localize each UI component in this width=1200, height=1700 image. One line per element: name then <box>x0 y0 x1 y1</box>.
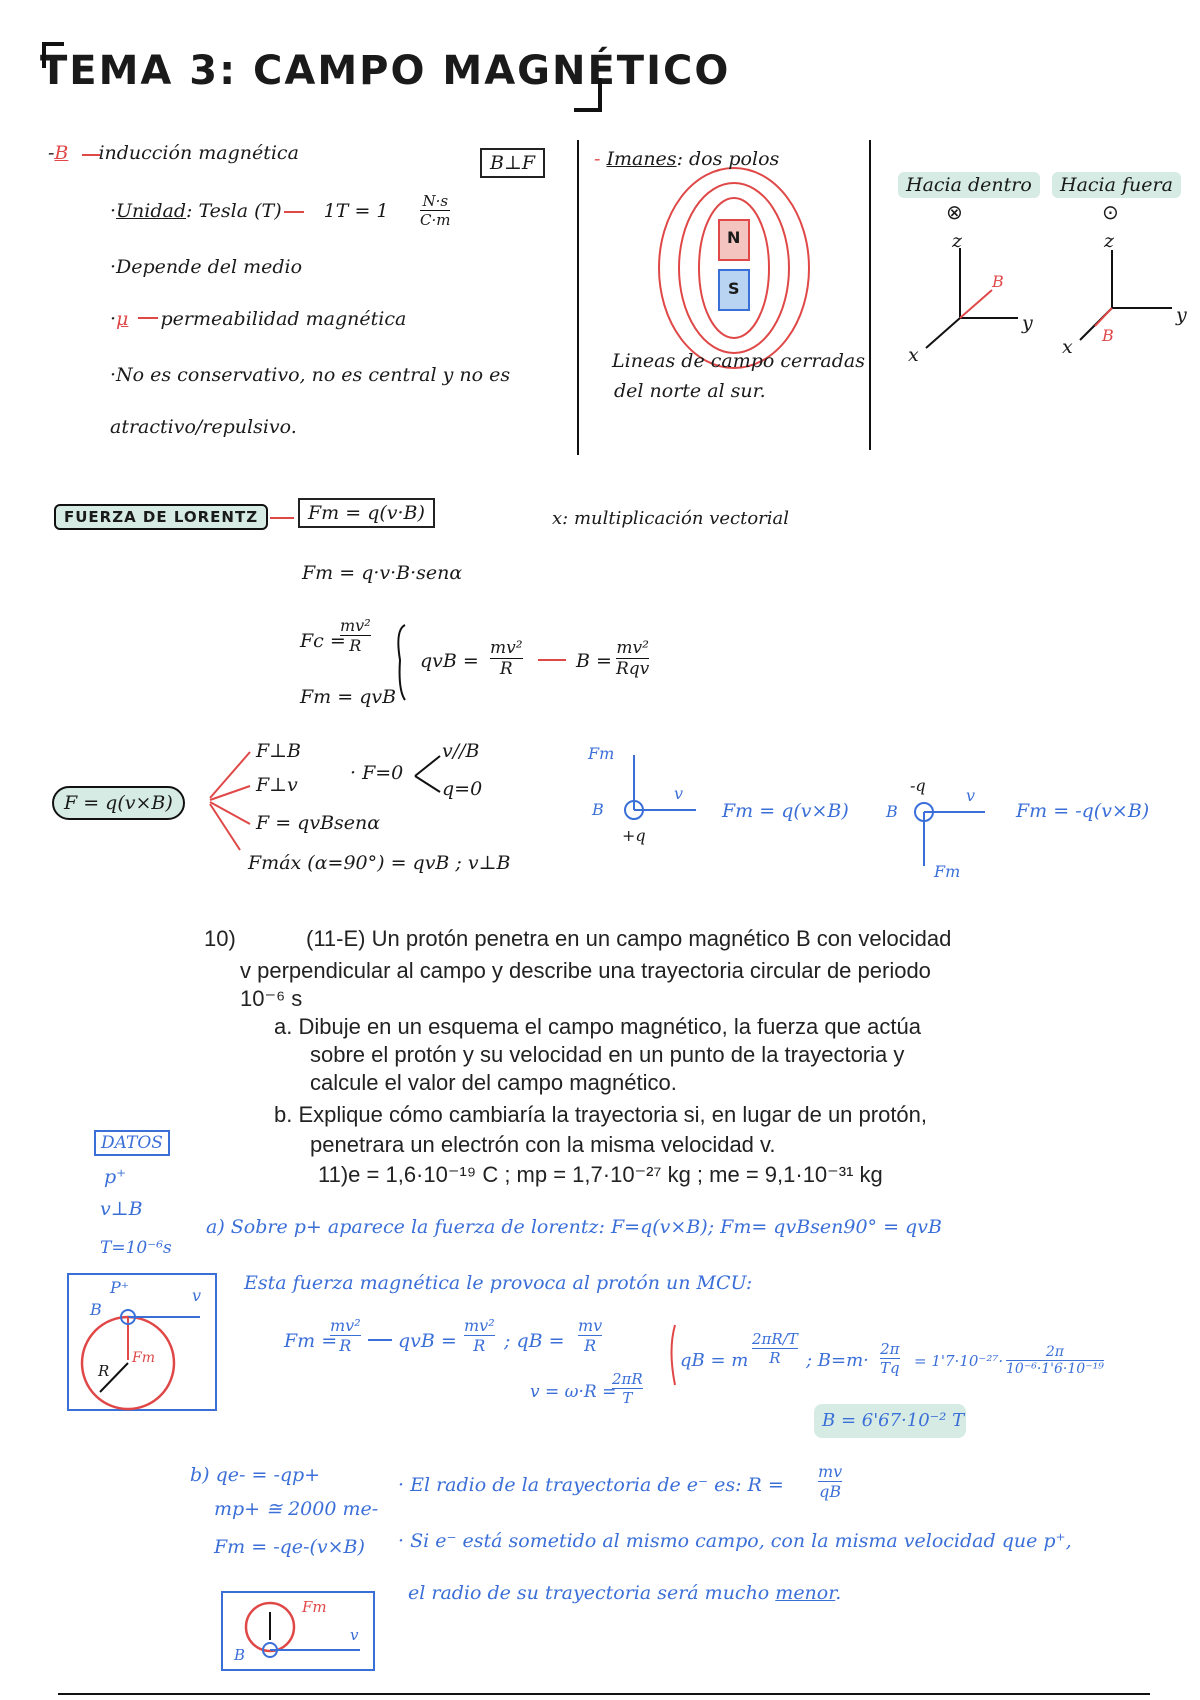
lorentz-formula-box: Fm = q(v·B) <box>298 498 435 528</box>
vector-multiplication-note: x: multiplicación vectorial <box>552 508 790 529</box>
not-conservative-line: ·No es conservativo, no es central y no es <box>110 364 511 386</box>
axes-outward <box>1080 250 1172 340</box>
solution-b-mass: mp+ ≅ 2000 me- <box>214 1498 379 1520</box>
b-definition: -B inducción magnética <box>48 142 299 164</box>
b-label-orbit: B <box>90 1300 102 1319</box>
problem-b-2: penetrara un electrón con la misma velocidad v. <box>310 1132 776 1157</box>
eq-qb: ; qB = <box>504 1330 565 1352</box>
f-perp-b: F⊥B <box>256 740 302 762</box>
axis-y-inward: y <box>1022 312 1033 334</box>
magnets-heading: - Imanes: dos polos <box>594 148 780 170</box>
proton-label: P⁺ <box>110 1278 130 1297</box>
b-m-eq: ; B=m· <box>806 1350 869 1371</box>
fm-label-electron: Fm <box>302 1598 327 1616</box>
fm-label-negative: Fm <box>934 862 961 881</box>
equality-mid: qvB = <box>420 650 479 672</box>
electron-radius-line: · El radio de la trayectoria de e⁻ es: R = <box>398 1474 784 1496</box>
fm-label-positive: Fm <box>588 744 615 763</box>
axis-z-outward: z <box>1104 230 1115 252</box>
fc-fraction: mv² R <box>340 616 371 655</box>
fm-qvb: Fm = qvB <box>300 686 397 708</box>
axis-y-outward: y <box>1176 304 1187 326</box>
b-label-electron: B <box>234 1646 246 1664</box>
magnet-field-lines <box>659 168 809 368</box>
problem-line-1: (11-E) Un protón penetra en un campo magnético B con velocidad <box>306 926 952 951</box>
equality-fraction: mv² R <box>490 638 523 679</box>
solution-b-force: Fm = -qe-(v×B) <box>214 1536 365 1558</box>
depends-line: ·Depende del medio <box>110 256 303 278</box>
attractive-line: atractivo/repulsivo. <box>110 416 297 438</box>
r-label-orbit: R <box>98 1362 110 1380</box>
f-perp-v: F⊥v <box>256 774 298 796</box>
plus-q-label: +q <box>622 826 646 845</box>
solution-a-line: a) Sobre p+ aparece la fuerza de lorentz: F=q(v×B); Fm= qvBsen90° = qvB <box>206 1216 942 1238</box>
axis-x-outward: x <box>1062 336 1073 358</box>
fc-label: Fc = <box>300 630 346 652</box>
problem-line-3: 10⁻⁶ s <box>240 986 303 1011</box>
problem-a-3: calcule el valor del campo magnético. <box>310 1070 677 1095</box>
problem-number: 10) <box>204 926 236 951</box>
inward-symbol: ⊗ <box>946 200 963 224</box>
b-result: B = 6'67·10⁻² T <box>822 1410 965 1431</box>
b-numeric: = 1'7·10⁻²⁷· <box>914 1352 1004 1370</box>
lorentz-main-formula: F = q(v×B) <box>52 786 185 820</box>
qb-m-eq: qB = m <box>680 1350 749 1371</box>
datos-proton: p⁺ <box>104 1166 127 1188</box>
problem-b-1: b. Explique cómo cambiaría la trayectoria si, en lugar de un protón, <box>274 1102 928 1127</box>
outward-label: Hacia fuera <box>1052 172 1181 198</box>
outward-symbol: ⊙ <box>1102 200 1119 224</box>
b-equation-fraction: mv² Rqv <box>616 638 650 679</box>
south-label: S <box>728 279 740 298</box>
datos-label: DATOS <box>94 1130 170 1156</box>
unit-fraction: N·s C·m <box>420 192 451 229</box>
f-max: Fmáx (α=90°) = qvB ; v⊥B <box>248 852 511 874</box>
north-label: N <box>727 228 741 247</box>
b-label-negative: B <box>886 802 898 821</box>
lorentz-label: FUERZA DE LORENTZ <box>54 504 268 530</box>
magnet-caption-2: del norte al sur. <box>614 380 766 402</box>
v-omega-fraction: 2πR T <box>612 1370 643 1407</box>
lorentz-diagram-negative <box>915 803 985 866</box>
smaller-radius-line: el radio de su trayectoria será mucho menor. <box>408 1582 842 1604</box>
v-omega-eq: v = ω·R = <box>530 1382 617 1402</box>
same-field-line: · Si e⁻ está sometido al mismo campo, con la misma velocidad que p⁺, <box>398 1530 1072 1552</box>
solution-mcu: Esta fuerza magnética le provoca al protón un MCU: <box>244 1272 753 1294</box>
q-zero: q=0 <box>442 778 483 800</box>
v-label-positive: v <box>674 784 684 803</box>
f-zero: · F=0 <box>350 762 404 784</box>
v-parallel-b: v//B <box>442 740 480 762</box>
b-label-positive: B <box>592 800 604 819</box>
datos-period: T=10⁻⁶s <box>100 1238 172 1258</box>
eq-qvb: qvB = <box>398 1330 457 1352</box>
eq-fm: Fm = <box>284 1330 338 1352</box>
f-qvb-sin: F = qvBsenα <box>256 812 381 834</box>
fm-label-orbit: Fm <box>132 1350 155 1366</box>
axes-inward <box>926 248 1018 348</box>
fm-negative-formula: Fm = -q(v×B) <box>1016 800 1150 822</box>
lorentz-diagram-positive <box>625 755 696 819</box>
datos-v-perp-b: v⊥B <box>100 1198 143 1220</box>
mu-line: ·μ permeabilidad magnética <box>110 308 407 330</box>
b-equation: B = <box>576 650 612 672</box>
electron-radius-fraction: mv qB <box>818 1462 843 1501</box>
problem-a-2: sobre el protón y su velocidad en un punto de la trayectoria y <box>310 1042 905 1067</box>
axis-z-inward: z <box>952 230 963 252</box>
minus-q-label: -q <box>910 776 926 795</box>
axis-x-inward: x <box>908 344 919 366</box>
v-label-orbit: v <box>192 1286 202 1305</box>
b-symbol: B <box>54 142 69 164</box>
magnet-caption-1: Lineas de campo cerradas <box>612 350 865 372</box>
eq-qvb-fraction: mv² R <box>464 1316 495 1355</box>
unit-line: ·Unidad: Tesla (T) 1T = 1 <box>110 200 389 222</box>
b-m-fraction: 2π Tq <box>880 1340 900 1377</box>
fm-positive-formula: Fm = q(v×B) <box>722 800 849 822</box>
eq-qb-fraction: mv R <box>578 1316 603 1355</box>
b-final-fraction: 2π 10⁻⁶·1'6·10⁻¹⁹ <box>1006 1344 1104 1377</box>
v-label-negative: v <box>966 786 976 805</box>
problem-line-2: v perpendicular al campo y describe una trayectoria circular de periodo <box>240 958 931 983</box>
solution-b-charge: b) qe- = -qp+ <box>190 1464 321 1486</box>
page-title: TEMA 3: CAMPO MAGNÉTICO <box>40 48 731 94</box>
b-vector-outward: B <box>1102 326 1114 345</box>
qb-m-fraction: 2πR/T R <box>752 1330 798 1367</box>
b-vector-inward: B <box>992 272 1004 291</box>
problem-a-1: a. Dibuje en un esquema el campo magnético, la fuerza que actúa <box>274 1014 921 1039</box>
b-perp-f-box: B⊥F <box>480 148 545 178</box>
v-label-electron: v <box>350 1626 359 1644</box>
inward-label: Hacia dentro <box>898 172 1040 198</box>
fm-sin-formula: Fm = q·v·B·senα <box>302 562 463 584</box>
problem-constants: 11)e = 1,6·10⁻¹⁹ C ; mp = 1,7·10⁻²⁷ kg ; me = 9,1·10⁻³¹ kg <box>318 1162 883 1187</box>
eq-fm-fraction: mv² R <box>330 1316 361 1355</box>
